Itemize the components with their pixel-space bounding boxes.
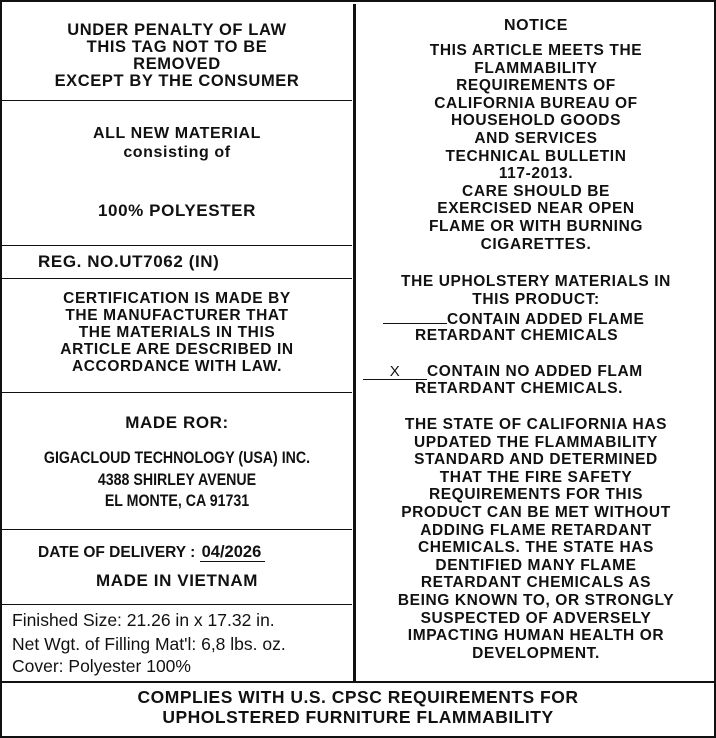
company-name: GIGACLOUD TECHNOLOGY (USA) INC.: [43, 449, 311, 467]
company-address: [2, 448, 352, 513]
country-of-origin: MADE IN VIETNAM: [96, 571, 258, 590]
upholstery-statement: [357, 273, 715, 308]
cpsc-compliance-footer: [2, 687, 714, 727]
text-line: SUSPECTED OF ADVERSELY: [420, 609, 652, 627]
option-added-flame: [383, 309, 644, 329]
text-line: THE UPHOLSTERY MATERIALS IN: [401, 273, 671, 290]
text-line: UNDER PENALTY OF LAW: [67, 21, 287, 39]
registration-number: REG. NO.UT7062 (IN): [38, 252, 220, 271]
divider: [2, 529, 352, 530]
divider: [2, 100, 352, 101]
text-line: ALL NEW MATERIAL: [92, 125, 262, 142]
certification-text: [2, 290, 352, 375]
text-line: CHEMICALS. THE STATE HAS: [418, 539, 654, 557]
checkbox-mark: X: [363, 365, 427, 380]
delivery-date-line: [38, 543, 265, 562]
option-text: CONTAIN NO ADDED FLAM: [427, 363, 643, 380]
california-state-statement: [357, 416, 715, 662]
text-line: EXERCISED NEAR OPEN: [437, 200, 635, 218]
text-line: FLAME OR WITH BURNING: [428, 217, 644, 235]
text-line: THIS TAG NOT TO BE: [86, 38, 268, 56]
text-line: CALIFORNIA BUREAU OF: [434, 94, 638, 112]
text-line: CERTIFICATION IS MADE BY: [63, 290, 291, 307]
text-line: COMPLIES WITH U.S. CPSC REQUIREMENTS FOR: [137, 687, 579, 707]
text-line: UPDATED THE FLAMMABILITY: [413, 433, 658, 451]
made-for-label: MADE ROR:: [125, 413, 229, 432]
material-content: 100% POLYESTER: [97, 201, 256, 220]
text-line: THE MATERIALS IN THIS: [78, 324, 276, 341]
option-text: RETARDANT CHEMICALS: [415, 327, 619, 344]
text-line: ADDING FLAME RETARDANT: [420, 521, 652, 539]
text-line: HOUSEHOLD GOODS: [450, 112, 622, 130]
text-line: 117-2013.: [498, 165, 574, 183]
finished-size: Finished Size: 21.26 in x 17.32 in.: [12, 610, 275, 630]
text-line: THIS PRODUCT:: [472, 290, 600, 308]
law-tag-text: [2, 22, 352, 90]
text-line: THE STATE OF CALIFORNIA HAS: [404, 416, 668, 433]
divider: [2, 245, 352, 246]
text-line: ACCORDANCE WITH LAW.: [71, 358, 283, 375]
text-line: DEVELOPMENT.: [472, 644, 600, 662]
delivery-label: DATE OF DELIVERY :: [38, 544, 196, 561]
notice-text: [357, 42, 715, 253]
notice-title: NOTICE: [503, 17, 569, 34]
divider: [2, 604, 352, 605]
text-line: REQUIREMENTS FOR THIS: [428, 486, 644, 504]
cover-material: Cover: Polyester 100%: [12, 656, 191, 676]
text-line: UPHOLSTERED FURNITURE FLAMMABILITY: [162, 707, 554, 727]
delivery-date: 04/2026: [200, 543, 266, 562]
net-weight: Net Wgt. of Filling Mat'l: 6,8 lbs. oz.: [12, 634, 286, 654]
city-address: EL MONTE, CA 91731: [104, 492, 250, 510]
option-text: CONTAIN ADDED FLAME: [447, 311, 645, 328]
text-line: ARTICLE ARE DESCRIBED IN: [60, 341, 294, 358]
text-line: CARE SHOULD BE: [462, 182, 610, 200]
option-no-added-flame: [363, 363, 643, 381]
footer-divider: [2, 681, 714, 683]
text-line: FLAMMABILITY: [474, 59, 598, 77]
text-line: IMPACTING HUMAN HEALTH OR: [407, 627, 665, 645]
text-line: AND SERVICES: [474, 129, 598, 147]
text-line: RETARDANT CHEMICALS AS: [420, 574, 652, 592]
checkbox-blank: [383, 309, 447, 324]
text-line: STANDARD AND DETERMINED: [414, 451, 658, 469]
text-line: EXCEPT BY THE CONSUMER: [54, 72, 300, 90]
text-line: BEING KNOWN TO, OR STRONGLY: [397, 591, 675, 609]
text-line: DENTIFIED MANY FLAME: [435, 556, 637, 574]
text-line: THIS ARTICLE MEETS THE: [429, 42, 643, 59]
text-line: REQUIREMENTS OF: [456, 77, 616, 95]
text-line: REMOVED: [133, 55, 221, 73]
text-line: consisting of: [123, 144, 231, 161]
center-divider: [353, 4, 356, 682]
text-line: CIGARETTES.: [480, 235, 592, 253]
option-text: RETARDANT CHEMICALS.: [415, 380, 624, 397]
text-line: PRODUCT CAN BE MET WITHOUT: [401, 503, 671, 521]
text-line: TECHNICAL BULLETIN: [445, 147, 627, 165]
material-heading: [2, 124, 352, 162]
text-line: THAT THE FIRE SAFETY: [439, 468, 633, 486]
divider: [2, 392, 352, 393]
divider: [2, 278, 352, 279]
street-address: 4388 SHIRLEY AVENUE: [97, 470, 257, 489]
text-line: THE MANUFACTURER THAT: [65, 307, 289, 324]
